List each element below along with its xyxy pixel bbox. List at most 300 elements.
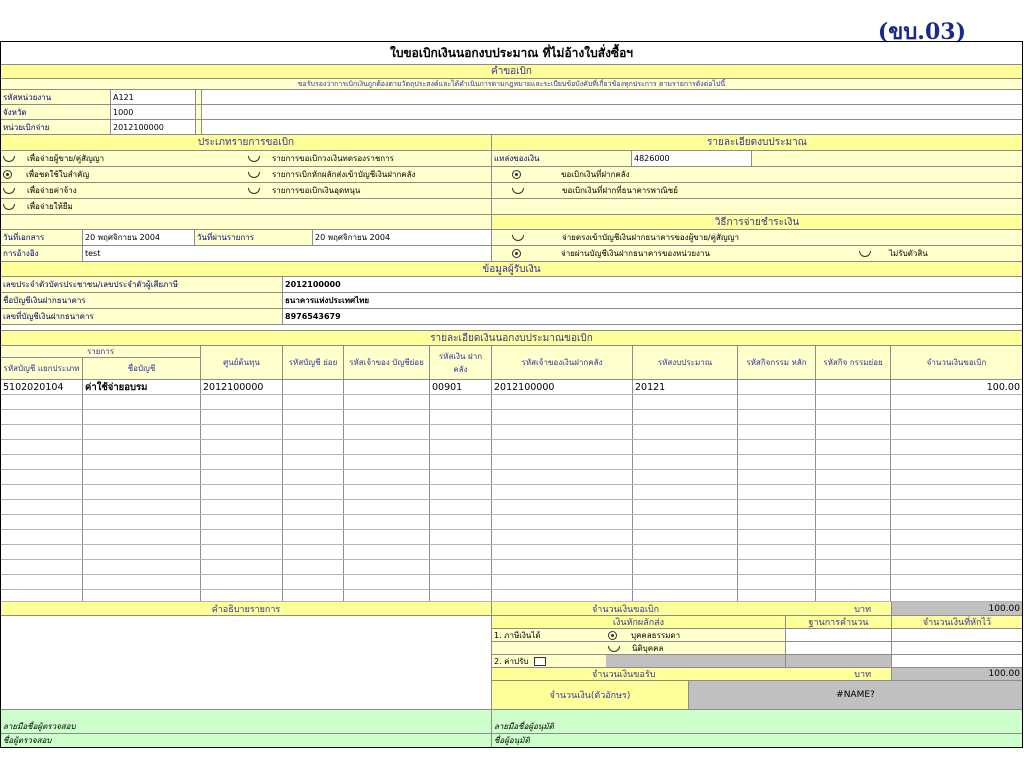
cell-activity-sub[interactable] [816,395,891,409]
cell-budget-code[interactable] [633,530,738,544]
amount-words-value: #NAME? [689,681,1022,709]
cell-activity-sub[interactable] [816,545,891,559]
cell-deposit-owner[interactable] [492,395,633,409]
cell-gl-name[interactable] [83,440,201,454]
fund-source-value[interactable]: 4826000 [632,151,752,166]
cell-gl-code[interactable] [1,560,83,574]
disbursing-unit-value[interactable]: 2012100000 [111,120,196,134]
type-row-4 [1,199,1022,215]
budget-option-2[interactable] [492,183,1022,198]
disbursing-unit-label: หน่วยเบิกจ่าย [1,120,111,134]
cell-gl-code[interactable] [1,410,83,424]
cell-budget-code[interactable] [633,440,738,454]
checker-name-label: ชื่อผู้ตรวจสอบ [1,734,492,747]
cell-cost-center[interactable] [201,530,283,544]
payee-account-no-label: เลขที่บัญชีเงินฝากธนาคาร [1,309,283,324]
table-row [1,500,1022,515]
amount-words-row [492,681,1022,709]
cell-amount[interactable] [891,485,1022,499]
cell-activity-sub[interactable] [816,440,891,454]
cell-activity-main[interactable] [738,395,816,409]
cell-deposit-owner[interactable] [492,455,633,469]
table-row [1,380,1022,395]
cell-sub-account[interactable] [283,500,344,514]
cell-gl-name[interactable] [83,515,201,529]
cell-activity-main[interactable] [738,560,816,574]
fine-checkbox[interactable] [534,657,546,666]
cell-activity-sub[interactable] [816,560,891,574]
cell-sub-owner[interactable] [344,440,430,454]
cell-budget-code[interactable]: 20121 [633,380,738,394]
cell-gl-code[interactable] [1,425,83,439]
budget-option-label: ขอเบิกเงินที่ฝากที่ธนาคารพาณิชย์ [562,186,678,195]
type-option-label: เพื่อจ่ายค่าจ้าง [27,186,77,195]
cell-amount[interactable] [891,515,1022,529]
type-header-row [1,135,1022,151]
cell-cost-center[interactable] [201,470,283,484]
cell-deposit-code[interactable] [430,515,492,529]
net-amount-label-cell [492,668,892,680]
cell-gl-name[interactable] [83,425,201,439]
cell-activity-sub[interactable] [816,380,891,394]
cell-activity-sub[interactable] [816,455,891,469]
cell-sub-account[interactable] [283,575,344,589]
blank-cell [786,655,892,667]
col-cost-center: ศูนย์ต้นทุน [201,346,283,379]
blank-cell[interactable] [816,590,891,601]
type-option-label: รายการขอเบิกเงินอุดหนุน [272,186,361,195]
cell-gl-code[interactable] [1,500,83,514]
cell-amount[interactable] [891,575,1022,589]
col-gl-name: ชื่อบัญชี [83,358,200,379]
blank-cell[interactable] [891,590,1022,601]
blank-cell [492,710,1022,720]
signature-row [1,720,1022,734]
request-type-header: ประเภทรายการขอเบิก [1,135,492,150]
type-row-1 [1,151,1022,167]
cell-cost-center[interactable] [201,545,283,559]
doc-date-value[interactable]: 20 พฤศจิกายน 2004 [83,230,195,245]
cell-sub-account[interactable] [283,560,344,574]
cell-sub-account[interactable] [283,440,344,454]
type-option-right-1[interactable] [246,151,492,166]
payee-id-value[interactable]: 2012100000 [283,277,1022,292]
cell-sub-account[interactable] [283,515,344,529]
cell-gl-code[interactable]: 5102020104 [1,380,83,394]
cell-gl-code[interactable] [1,530,83,544]
cell-deposit-owner[interactable] [492,515,633,529]
table-row [1,470,1022,485]
cell-deposit-code[interactable] [430,470,492,484]
budget-option-1[interactable] [492,167,1022,182]
cell-budget-code[interactable] [633,425,738,439]
cell-activity-sub[interactable] [816,500,891,514]
cell-amount[interactable] [891,470,1022,484]
cell-deposit-owner[interactable]: 2012100000 [492,380,633,394]
radio-icon[interactable] [248,171,258,178]
cell-deposit-owner[interactable] [492,485,633,499]
blank-cell[interactable] [283,590,344,601]
cell-amount[interactable] [891,455,1022,469]
radio-icon[interactable] [248,155,258,162]
payee-account-name-label: ชื่อบัญชีเงินฝากธนาคาร [1,293,283,308]
radio-icon[interactable] [3,203,13,210]
tax-label: 1. ภาษีเงินได้ [492,629,606,641]
payee-id-label: เลขประจำตัวบัตรประชาชน/เลขประจำตัวผู้เสียภาษี [1,277,283,292]
cell-amount[interactable] [891,410,1022,424]
cell-gl-code[interactable] [1,455,83,469]
withhold-header-row [492,616,1022,629]
cell-sub-owner[interactable] [344,455,430,469]
cell-deposit-owner[interactable] [492,500,633,514]
cell-deposit-code[interactable] [430,440,492,454]
cell-deposit-owner[interactable] [492,470,633,484]
type-option-right-2[interactable] [246,167,492,182]
items-columns-row [1,346,1022,380]
cell-gl-code[interactable] [1,440,83,454]
col-budget-code: รหัสงบประมาณ [633,346,738,379]
form-title-row [1,42,1022,65]
cell-sub-owner[interactable] [344,560,430,574]
cell-amount[interactable] [891,500,1022,514]
disbursing-unit-row [1,120,1022,135]
cell-activity-sub[interactable] [816,485,891,499]
cell-deposit-code[interactable] [430,500,492,514]
post-date-value[interactable]: 20 พฤศจิกายน 2004 [313,230,492,245]
doc-info-spacer-row [1,215,1022,230]
cell-activity-sub[interactable] [816,470,891,484]
payment-option-2[interactable] [492,246,857,261]
cell-deposit-code[interactable] [430,455,492,469]
radio-icon[interactable] [248,187,258,194]
reference-value[interactable]: test [83,246,492,261]
cell-sub-owner[interactable] [344,500,430,514]
payee-account-name-row [1,293,1022,309]
cell-amount[interactable] [891,560,1022,574]
cell-activity-sub[interactable] [816,410,891,424]
cell-cost-center[interactable] [201,410,283,424]
cell-cost-center[interactable] [201,455,283,469]
cell-sub-account[interactable] [283,530,344,544]
cell-amount[interactable]: 100.00 [891,380,1022,394]
cell-sub-owner[interactable] [344,395,430,409]
radio-selected-icon[interactable] [608,631,617,640]
cell-activity-main[interactable] [738,440,816,454]
cell-sub-account[interactable] [283,380,344,394]
description-area[interactable] [1,616,492,709]
radio-selected-icon[interactable] [512,249,521,258]
type-option-left-4[interactable] [1,199,492,214]
payment-option-label: จ่ายตรงเข้าบัญชีเงินฝากธนาคารของผู้ขาย/คู่สัญญา [562,233,739,242]
cell-budget-code[interactable] [633,515,738,529]
table-row [1,485,1022,500]
cell-deposit-owner[interactable] [492,425,633,439]
signature-spacer [1,710,1022,720]
cell-sub-account[interactable] [283,545,344,559]
cell-cost-center[interactable] [201,425,283,439]
type-option-right-3[interactable] [246,183,492,198]
cell-deposit-code[interactable] [430,530,492,544]
tax-row-1 [492,629,1022,642]
cell-gl-code[interactable] [1,545,83,559]
cell-deposit-owner[interactable] [492,545,633,559]
cell-deposit-owner[interactable] [492,440,633,454]
col-gl-code: รหัสบัญชี แยกประเภท [1,358,83,379]
cell-gl-name[interactable] [83,485,201,499]
radio-selected-icon[interactable] [3,170,12,179]
request-header-row [1,65,1022,79]
radio-icon[interactable] [859,250,869,257]
radio-icon[interactable] [3,155,13,162]
cell-sub-owner[interactable] [344,485,430,499]
signature-name-row [1,734,1022,747]
cell-activity-main[interactable] [738,485,816,499]
fund-source-label: แหล่งของเงิน [492,151,632,166]
cell-deposit-owner[interactable] [492,560,633,574]
province-value[interactable]: 1000 [111,105,196,119]
cell-gl-code[interactable] [1,470,83,484]
cell-budget-code[interactable] [633,470,738,484]
baht-label: บาท [854,604,871,615]
cell-budget-code[interactable] [633,545,738,559]
cell-cost-center[interactable] [201,485,283,499]
cell-gl-name[interactable] [83,545,201,559]
type-row-2 [1,167,1022,183]
cell-budget-code[interactable] [633,485,738,499]
cell-amount[interactable] [891,530,1022,544]
cell-amount[interactable] [891,395,1022,409]
cell-sub-owner[interactable] [344,515,430,529]
type-option-label: รายการขอเบิกวงเงินทดรองราชการ [272,154,394,163]
blank-cell[interactable] [201,590,283,601]
item-rows [1,380,1022,602]
checker-signature-label: ลายมือชื่อผู้ตรวจสอบ [1,720,492,733]
cell-cost-center[interactable] [201,500,283,514]
cell-sub-owner[interactable] [344,470,430,484]
no-receipt-option[interactable] [857,246,1022,261]
cell-deposit-owner[interactable] [492,575,633,589]
fine-amount-cell[interactable] [892,655,1022,667]
cell-cost-center[interactable] [201,560,283,574]
cell-gl-code[interactable] [1,485,83,499]
cell-budget-code[interactable] [633,560,738,574]
cell-activity-main[interactable] [738,410,816,424]
type-option-label: เพื่อจ่ายผู้ขาย/คู่สัญญา [27,154,105,163]
cell-activity-main[interactable] [738,530,816,544]
cell-sub-owner[interactable] [344,545,430,559]
province-label: จังหวัด [1,105,111,119]
request-form [0,41,1023,748]
type-option-label: เพื่อชดใช้ใบสำคัญ [26,170,90,179]
fine-row [492,655,1022,668]
cell-sub-account[interactable] [283,395,344,409]
cell-deposit-code[interactable] [430,545,492,559]
payment-option-1[interactable] [492,230,1022,245]
cell-gl-name[interactable] [83,560,201,574]
cell-activity-main[interactable] [738,515,816,529]
cell-sub-owner[interactable] [344,425,430,439]
withheld-amount-cell[interactable] [892,629,1022,641]
cell-budget-code[interactable] [633,410,738,424]
col-deposit-code: รหัสเงิน ฝากคลัง [430,346,492,379]
blank-cell [1,710,492,720]
blank-cell [202,105,1022,119]
blank-cell [492,199,1022,214]
cell-amount[interactable] [891,425,1022,439]
radio-icon[interactable] [512,187,522,194]
document-code: (ขบ.03) [877,19,966,45]
cell-deposit-code[interactable] [430,410,492,424]
description-label: คำอธิบายรายการ [1,602,492,615]
cell-budget-code[interactable] [633,575,738,589]
tax-option-1[interactable] [606,629,786,641]
cell-gl-name[interactable] [83,530,201,544]
cell-deposit-code[interactable] [430,485,492,499]
cell-sub-account[interactable] [283,470,344,484]
reference-row [1,246,1022,262]
table-row [1,560,1022,575]
blank-cell [202,90,1022,104]
table-row [1,395,1022,410]
table-row [1,440,1022,455]
cell-gl-name[interactable] [83,455,201,469]
cell-gl-code[interactable] [1,395,83,409]
cell-activity-main[interactable] [738,470,816,484]
cell-activity-main[interactable] [738,545,816,559]
cell-activity-sub[interactable] [816,530,891,544]
blank-cell [752,151,1022,166]
cell-cost-center[interactable] [201,575,283,589]
province-row [1,105,1022,120]
cell-sub-owner[interactable] [344,410,430,424]
cell-cost-center[interactable] [201,395,283,409]
cell-sub-owner[interactable] [344,380,430,394]
table-row [1,455,1022,470]
baht-label: บาท [854,670,871,680]
type-option-left-1[interactable] [1,151,246,166]
calc-base-label: ฐานการคำนวน [786,616,892,628]
cell-activity-main[interactable] [738,455,816,469]
cell-activity-main[interactable] [738,380,816,394]
type-option-left-3[interactable] [1,183,246,198]
cell-budget-code[interactable] [633,455,738,469]
cell-cost-center[interactable]: 2012100000 [201,380,283,394]
cell-cost-center[interactable] [201,515,283,529]
cell-deposit-code[interactable] [430,560,492,574]
cell-activity-sub[interactable] [816,575,891,589]
blank-cell[interactable] [430,590,492,601]
blank-cell[interactable] [738,590,816,601]
cell-budget-code[interactable] [633,395,738,409]
doc-date-row [1,230,1022,246]
cell-sub-owner[interactable] [344,575,430,589]
table-row [1,425,1022,440]
col-sub-account: รหัสบัญชี ย่อย [283,346,344,379]
blank-cell [606,655,786,667]
request-amount-value: 100.00 [892,602,1022,615]
item-group-header [1,346,201,379]
radio-icon[interactable] [512,234,522,241]
cell-sub-owner[interactable] [344,530,430,544]
cell-gl-name[interactable] [83,470,201,484]
cell-amount[interactable] [891,440,1022,454]
calc-base-cell[interactable] [786,642,892,654]
cell-gl-name[interactable] [83,575,201,589]
blank-cell[interactable] [633,590,738,601]
withheld-amount-cell[interactable] [892,642,1022,654]
amount-words-label: จำนวนเงิน(ตัวอักษร) [492,681,689,709]
cell-sub-account[interactable] [283,425,344,439]
tax-option-2[interactable] [606,642,786,654]
cell-deposit-owner[interactable] [492,410,633,424]
cell-activity-main[interactable] [738,575,816,589]
request-amount-label: จำนวนเงินขอเบิก [592,604,660,615]
radio-icon[interactable] [608,645,618,652]
cell-gl-name[interactable] [83,410,201,424]
blank-cell [202,120,1022,134]
blank-cell[interactable] [1,590,83,601]
budget-option-label: ขอเบิกเงินที่ฝากคลัง [561,170,630,179]
cell-activity-main[interactable] [738,425,816,439]
radio-icon[interactable] [3,187,13,194]
cell-gl-name[interactable] [83,500,201,514]
cell-gl-name[interactable] [83,395,201,409]
cell-activity-main[interactable] [738,500,816,514]
table-row [1,590,1022,602]
blank-cell[interactable] [344,590,430,601]
cell-activity-sub[interactable] [816,515,891,529]
col-activity-main: รหัสกิจกรรม หลัก [738,346,816,379]
blank-cell[interactable] [492,590,633,601]
net-amount-label: จำนวนเงินขอรับ [592,670,656,680]
fine-label: 2. ค่าปรับ [494,656,529,666]
cell-deposit-code[interactable]: 00901 [430,380,492,394]
cell-gl-code[interactable] [1,515,83,529]
cell-sub-account[interactable] [283,455,344,469]
cell-cost-center[interactable] [201,440,283,454]
table-row [1,515,1022,530]
unit-code-label: รหัสหน่วยงาน [1,90,111,104]
items-header: รายละเอียดเงินนอกงบประมาณขอเบิก [1,331,1022,345]
cell-gl-name[interactable]: ค่าใช้จ่ายอบรม [83,380,201,394]
cell-deposit-code[interactable] [430,575,492,589]
cell-deposit-owner[interactable] [492,530,633,544]
payee-account-no-value[interactable]: 8976543679 [283,309,1022,324]
radio-selected-icon[interactable] [512,170,521,179]
table-row [1,575,1022,590]
fine-label-cell [492,655,606,667]
tax-option-label: นิติบุคคล [632,643,664,653]
calc-base-cell[interactable] [786,629,892,641]
unit-code-value[interactable]: A121 [111,90,196,104]
blank-cell[interactable] [83,590,201,601]
withheld-amount-label: จำนวนเงินที่หักไว้ [892,616,1022,628]
item-group-label: รายการ [1,346,200,358]
cell-sub-account[interactable] [283,410,344,424]
type-option-left-2[interactable] [1,167,246,182]
summary-body [1,616,1022,710]
cell-deposit-code[interactable] [430,395,492,409]
cell-activity-sub[interactable] [816,425,891,439]
cell-deposit-code[interactable] [430,425,492,439]
cell-amount[interactable] [891,545,1022,559]
payee-account-name-value[interactable]: ธนาคารแห่งประเทศไทย [283,293,1022,308]
cell-budget-code[interactable] [633,500,738,514]
withhold-label: เงินหักผลักส่ง [492,616,786,628]
cell-sub-account[interactable] [283,485,344,499]
cell-gl-code[interactable] [1,575,83,589]
table-row [1,530,1022,545]
